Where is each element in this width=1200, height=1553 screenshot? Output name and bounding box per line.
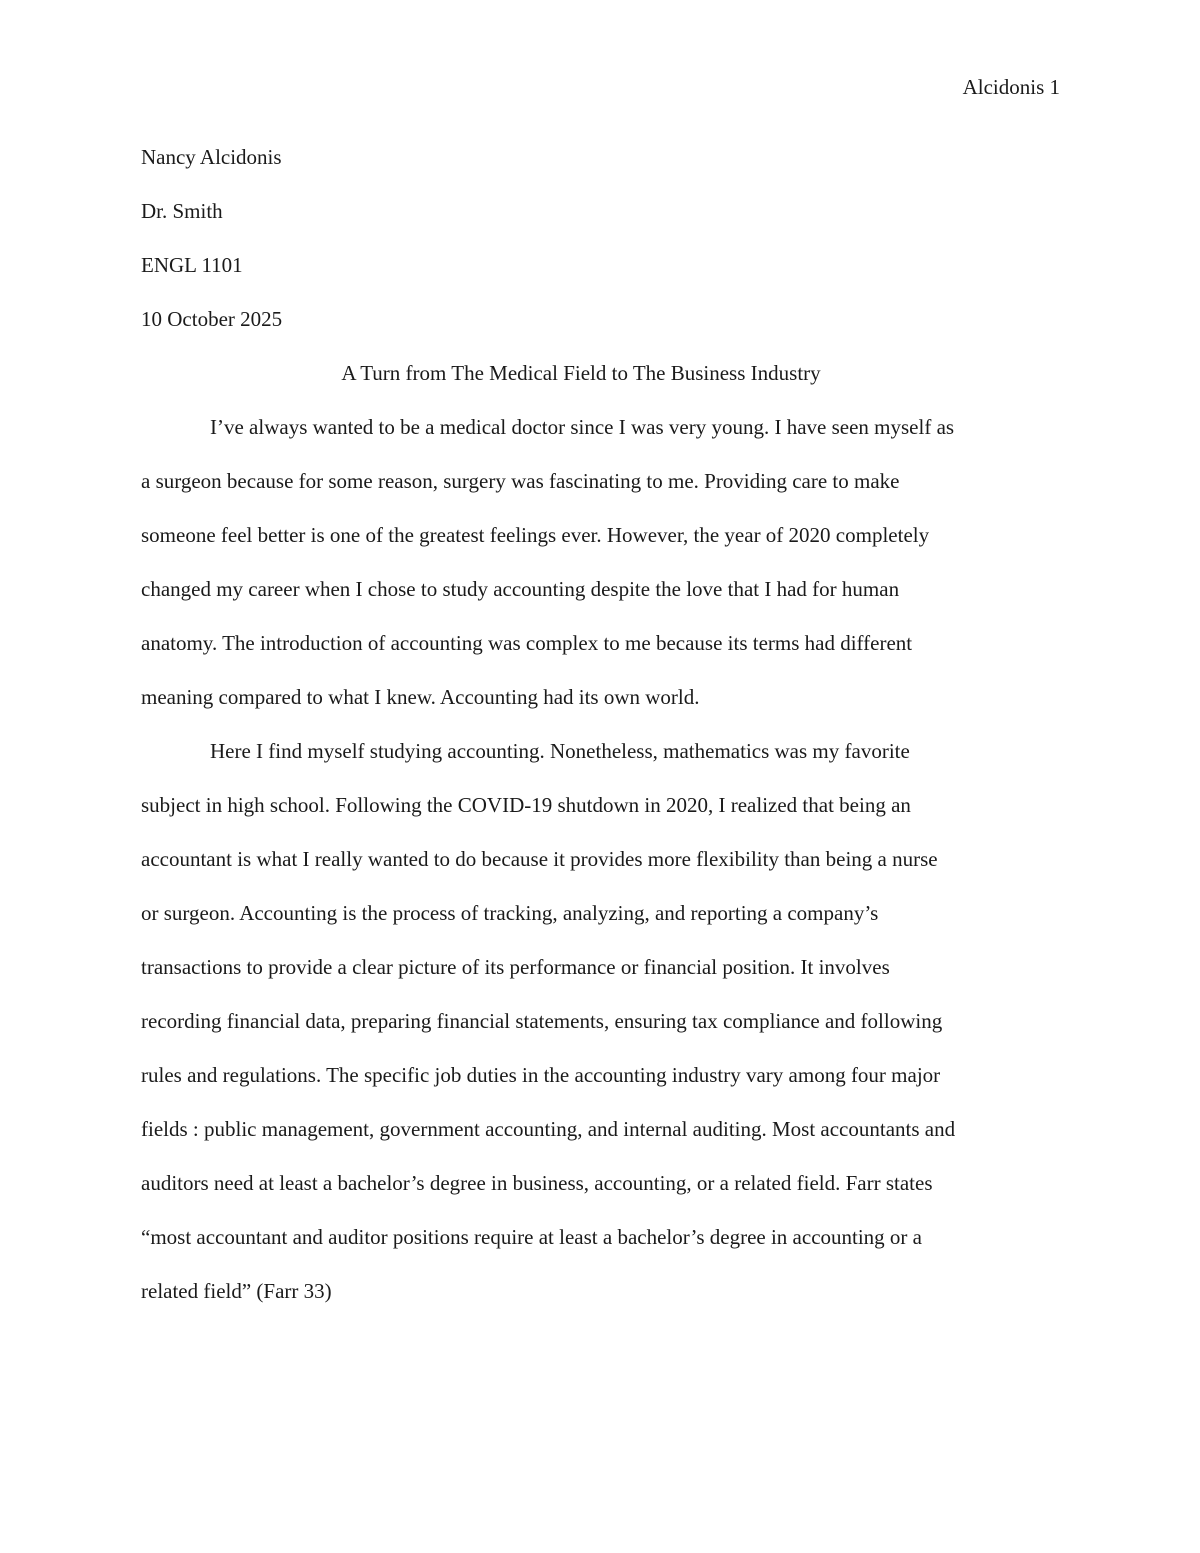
- paragraph-line: accountant is what I really wanted to do because it provides more flexibility than being a nurse: [141, 847, 938, 871]
- instructor-name: Dr. Smith: [141, 199, 223, 223]
- running-header: Alcidonis 1: [962, 75, 1060, 99]
- essay-title: A Turn from The Medical Field to The Business Industry: [341, 361, 821, 385]
- paragraph-line: related field” (Farr 33): [141, 1279, 332, 1303]
- paragraph-line: auditors need at least a bachelor’s degree in business, accounting, or a related field. Farr states: [141, 1171, 933, 1195]
- paragraph-2: [141, 724, 1061, 1318]
- paragraph-line: Here I find myself studying accounting. Nonetheless, mathematics was my favorite: [210, 739, 910, 763]
- paragraph-line: anatomy. The introduction of accounting was complex to me because its terms had different: [141, 631, 913, 655]
- paragraph-line: subject in high school. Following the COVID-19 shutdown in 2020, I realized that being an: [141, 793, 911, 817]
- course-name: ENGL 1101: [141, 253, 243, 277]
- paragraph-line: fields : public management, government accounting, and internal auditing. Most accountants and: [141, 1117, 956, 1141]
- paragraph-line: I’ve always wanted to be a medical doctor since I was very young. I have seen myself as: [210, 415, 955, 439]
- paragraph-line: recording financial data, preparing financial statements, ensuring tax compliance and following: [141, 1009, 943, 1033]
- paragraph-1: [141, 400, 1061, 724]
- student-name: Nancy Alcidonis: [141, 145, 282, 169]
- paragraph-line: a surgeon because for some reason, surgery was fascinating to me. Providing care to make: [141, 469, 900, 493]
- paragraph-line: or surgeon. Accounting is the process of tracking, analyzing, and reporting a company’s: [141, 901, 879, 925]
- paragraph-line: “most accountant and auditor positions require at least a bachelor’s degree in accounting or a: [141, 1225, 922, 1249]
- essay-date: 10 October 2025: [141, 307, 283, 331]
- paragraph-line: someone feel better is one of the greatest feelings ever. However, the year of 2020 completely: [141, 523, 930, 547]
- paragraph-line: changed my career when I chose to study accounting despite the love that I had for human: [141, 577, 900, 601]
- paragraph-line: transactions to provide a clear picture of its performance or financial position. It involves: [141, 955, 890, 979]
- essay-body: [141, 130, 1061, 1318]
- paragraph-line: meaning compared to what I knew. Accounting had its own world.: [141, 685, 700, 709]
- paragraph-line: rules and regulations. The specific job duties in the accounting industry vary among four major: [141, 1063, 941, 1087]
